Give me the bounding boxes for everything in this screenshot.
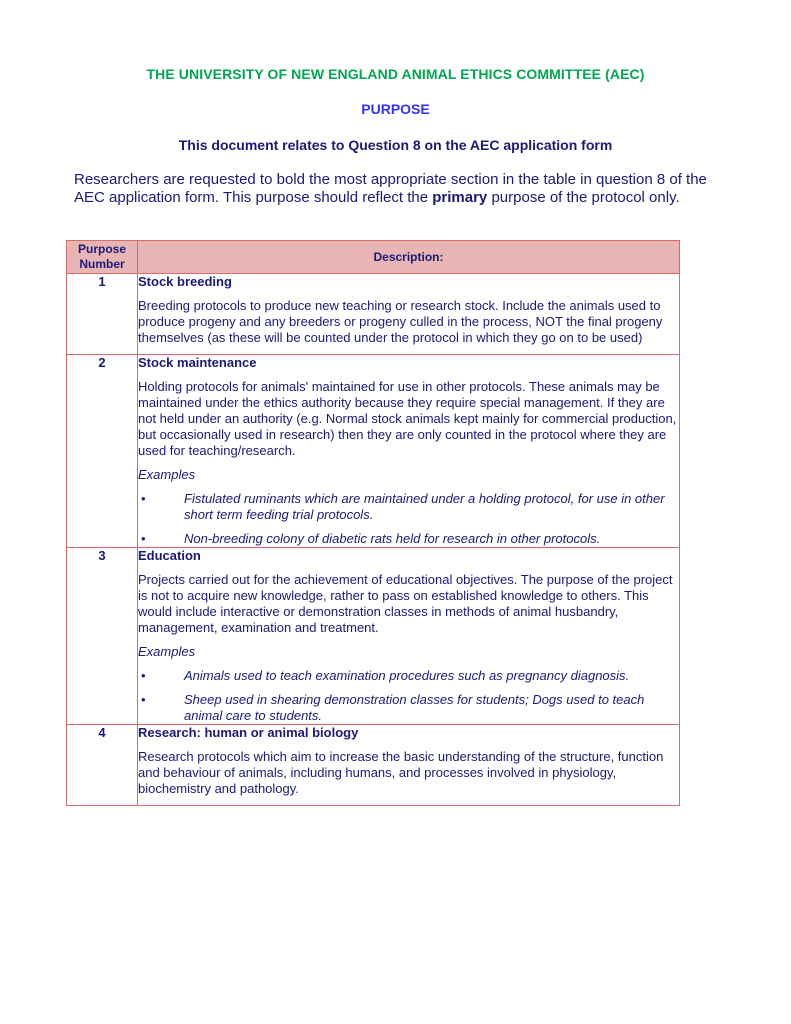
- table-row: [67, 274, 680, 355]
- table-header-row: [67, 241, 680, 274]
- committee-heading: THE UNIVERSITY OF NEW ENGLAND ANIMAL ETHICS COMMITTEE (AEC): [146, 66, 645, 82]
- bullet-icon: •: [141, 491, 146, 506]
- purpose-number: 1: [67, 274, 138, 355]
- list-item: [138, 692, 679, 724]
- bullet-icon: •: [141, 531, 146, 546]
- purpose-title: Education: [138, 548, 201, 563]
- example-text: Animals used to teach examination procedures such as pregnancy diagnosis.: [184, 668, 630, 683]
- purpose-number: 3: [67, 548, 138, 725]
- example-text: Fistulated ruminants which are maintained under a holding protocol, for use in other short term feeding trial protocols.: [184, 491, 665, 522]
- example-text: Non-breeding colony of diabetic rats held for research in other protocols.: [184, 531, 601, 546]
- intro-text-before: Researchers are requested to bold the most appropriate section in the table in question 8 of the AEC application form. This purpose should reflect the: [74, 171, 707, 206]
- list-item: [138, 491, 679, 523]
- bullet-icon: •: [141, 692, 146, 707]
- purpose-number: 2: [67, 355, 138, 548]
- bullet-icon: •: [141, 668, 146, 683]
- table-row: [67, 548, 680, 725]
- purpose-title: Stock breeding: [138, 274, 232, 289]
- purpose-table: [66, 240, 680, 806]
- example-text: Sheep used in shearing demonstration classes for students; Dogs used to teach animal care to students.: [184, 692, 645, 723]
- examples-label: Examples: [138, 644, 196, 659]
- table-row: [67, 725, 680, 806]
- purpose-description: [138, 355, 680, 548]
- intro-paragraph: [74, 171, 714, 207]
- header-description: Description:: [138, 241, 680, 274]
- purpose-description: [138, 274, 680, 355]
- intro-emphasis: primary: [432, 189, 488, 206]
- purpose-body: Breeding protocols to produce new teaching or research stock. Include the animals used to produce progeny and any breeders or progeny culled in the process, NOT the final progeny themselves (as these will be counted under the protocol in which they go on to be used): [138, 298, 663, 345]
- header-purpose-number: Purpose Number: [67, 241, 138, 274]
- purpose-body: Holding protocols for animals' maintained for use in other protocols. These animals may be maintained under the ethics authority because they require special management. If they are not held under an authority (e.g. Normal stock animals kept mainly for commercial production, but occasionally used in research) then they are only counted in the protocol where they are used for teaching/research.: [138, 379, 677, 458]
- intro-text-after: purpose of the protocol only.: [487, 189, 680, 206]
- purpose-title: Research: human or animal biology: [138, 725, 359, 740]
- examples-list: [138, 668, 679, 724]
- table-row: [67, 355, 680, 548]
- purpose-description: [138, 725, 680, 806]
- examples-list: [138, 491, 679, 547]
- document-subtitle: This document relates to Question 8 on the AEC application form: [178, 137, 613, 153]
- purpose-title: Stock maintenance: [138, 355, 257, 370]
- purpose-body: Research protocols which aim to increase the basic understanding of the structure, function and behaviour of animals, including humans, and processes involved in physiology, biochemistry and pathology.: [138, 749, 664, 796]
- purpose-description: [138, 548, 680, 725]
- examples-label: Examples: [138, 467, 196, 482]
- list-item: [138, 531, 679, 547]
- purpose-body: Projects carried out for the achievement of educational objectives. The purpose of the project is not to acquire new knowledge, rather to pass on established knowledge to others. This would include interactive or demonstration classes in methods of animal husbandry, management, examination and treatment.: [138, 572, 673, 635]
- list-item: [138, 668, 679, 684]
- purpose-number: 4: [67, 725, 138, 806]
- purpose-heading: PURPOSE: [361, 101, 430, 117]
